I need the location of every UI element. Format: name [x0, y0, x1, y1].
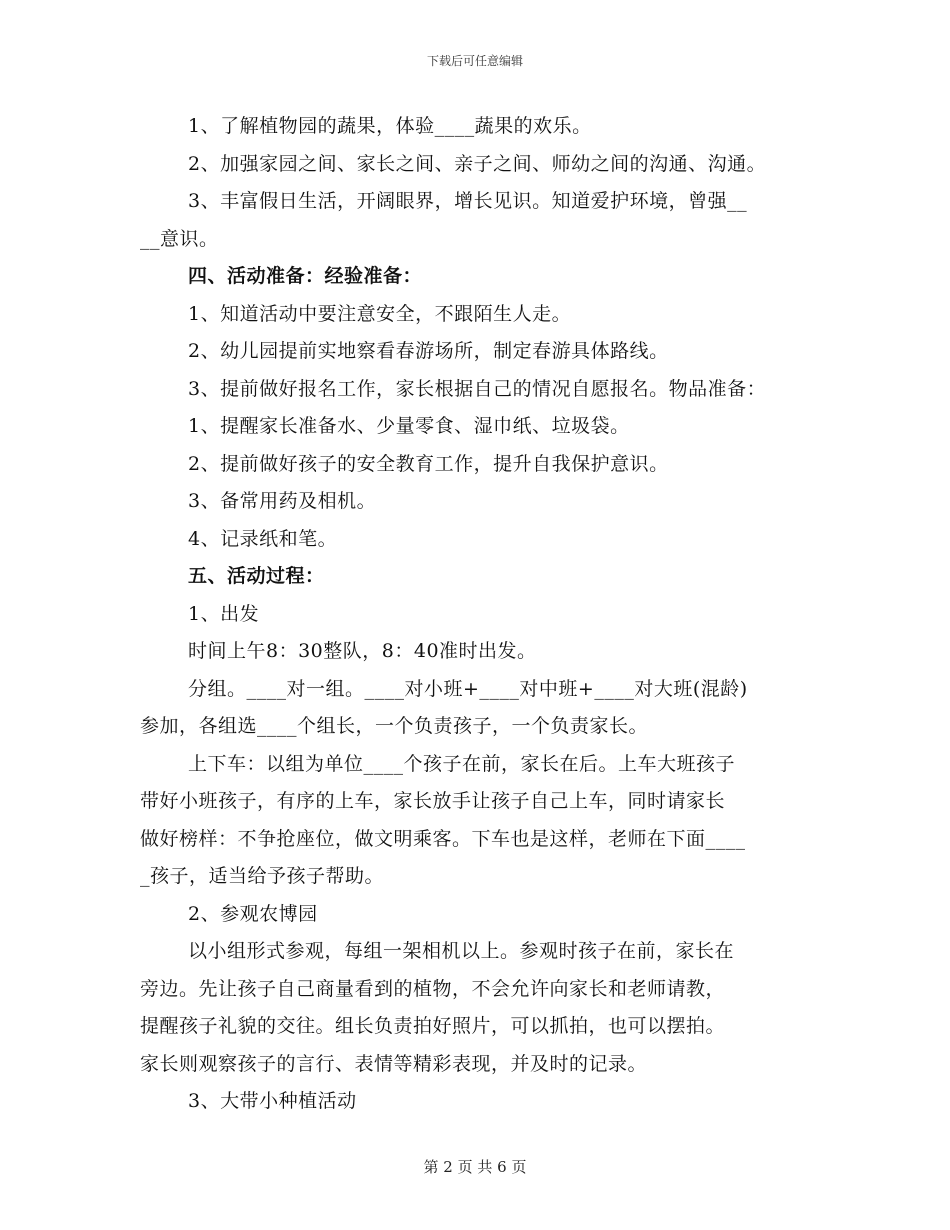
paragraph-line: 1、了解植物园的蔬果，体验____蔬果的欢乐。 [188, 115, 592, 137]
paragraph-line: 1、提醒家长准备水、少量零食、湿巾纸、垃圾袋。 [188, 415, 630, 437]
paragraph-line: 提醒孩子礼貌的交往。组长负责拍好照片，可以抓拍，也可以摆拍。 [140, 1015, 726, 1037]
paragraph-line: 上下车：以组为单位____个孩子在前，家长在后。上车大班孩子 [188, 752, 736, 775]
paragraph-line: 2、提前做好孩子的安全教育工作，提升自我保护意识。 [188, 452, 669, 475]
paragraph-line: 4、记录纸和笔。 [188, 527, 338, 550]
paragraph-line: 家长则观察孩子的言行、表情等精彩表现，并及时的记录。 [140, 1052, 648, 1075]
paragraph-line: 3、提前做好报名工作，家长根据自己的情况自愿报名。物品准备： [188, 377, 767, 400]
paragraph-line: 分组。____对一组。____对小班+____对中班+____对大班(混龄) [188, 677, 748, 700]
paragraph-line: 做好榜样：不争抢座位，做文明乘客。下车也是这样，老师在下面____ [140, 827, 746, 850]
paragraph-line: 3、大带小种植活动 [188, 1090, 357, 1112]
paragraph-line: 2、加强家园之间、家长之间、亲子之间、师幼之间的沟通、沟通。 [188, 152, 767, 175]
section-heading: 四、活动准备：经验准备： [188, 265, 423, 287]
page-header: 下载后可任意编辑 [426, 54, 523, 68]
document-body [140, 108, 820, 1121]
paragraph-line: 以小组形式参观，每组一架相机以上。参观时孩子在前，家长在 [188, 940, 735, 962]
paragraph-line: __意识。 [140, 227, 219, 250]
paragraph-line: 3、丰富假日生活，开阔眼界，增长见识。知道爱护环境，曾强__ [188, 190, 748, 212]
paragraph-line: 带好小班孩子，有序的上车，家长放手让孩子自己上车，同时请家长 [140, 790, 726, 812]
section-heading: 五、活动过程： [188, 565, 325, 587]
paragraph-line: 3、备常用药及相机。 [188, 490, 377, 512]
page-footer: 第 2 页 共 6 页 [423, 1158, 527, 1176]
paragraph-line: 2、幼儿园提前实地察看春游场所，制定春游具体路线。 [188, 340, 669, 362]
paragraph-line: 1、出发 [188, 602, 260, 625]
paragraph-line: 旁边。先让孩子自己商量看到的植物，不会允许向家长和老师请教， [140, 977, 726, 1000]
paragraph-line: 2、参观农博园 [188, 902, 318, 925]
paragraph-line: 1、知道活动中要注意安全，不跟陌生人走。 [188, 302, 572, 325]
paragraph-line: 时间上午8：30整队，8：40准时出发。 [188, 640, 537, 662]
paragraph-line: 参加，各组选____个组长，一个负责孩子，一个负责家长。 [140, 715, 649, 737]
paragraph-line: _孩子，适当给予孩子帮助。 [140, 865, 385, 887]
